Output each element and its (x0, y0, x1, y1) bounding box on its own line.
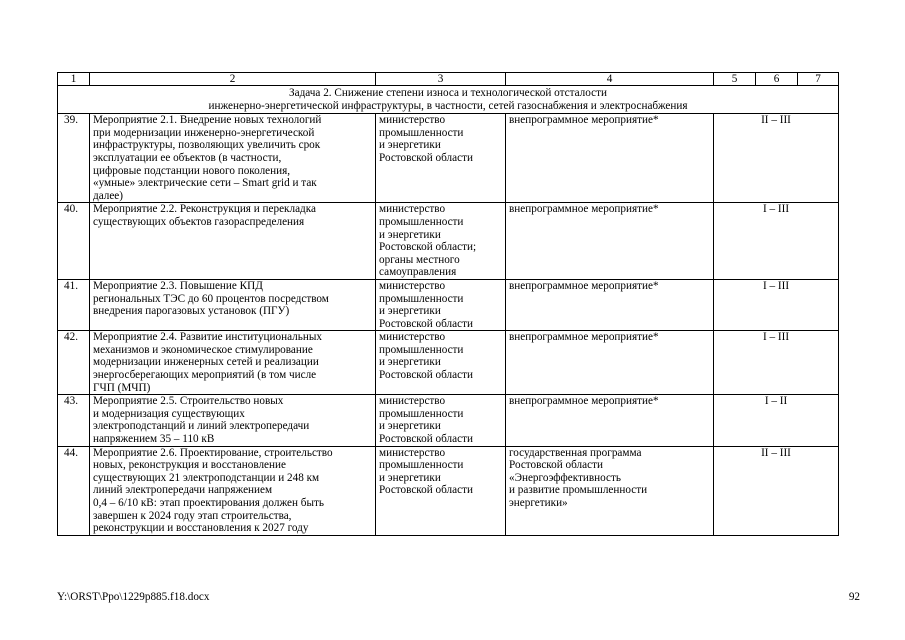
funding-source-line: государственная программа (509, 446, 642, 459)
executor (376, 395, 506, 446)
file-path: Y:\ORST\Ppo\1229p885.f18.docx (57, 591, 210, 603)
measure-name-line: и модернизация существующих (93, 407, 245, 420)
table-row (58, 279, 839, 330)
task-heading-line: Задача 2. Снижение степени износа и технологической отсталости (289, 87, 607, 99)
measure-name-line: модернизации инженерных сетей и реализации (93, 356, 319, 369)
executor-line: министерство (379, 331, 446, 344)
executor-line: промышленности (379, 292, 464, 305)
funding-source-line: энергетики» (509, 497, 568, 509)
executor-line: и энергетики (379, 305, 441, 318)
funding-source-line: «Энергоэффективность (509, 471, 621, 484)
table-row (58, 395, 839, 446)
funding-source (506, 114, 714, 203)
executor-line: Ростовской области (379, 484, 473, 497)
measure-name-line: реконструкции и восстановления к 2027 году (93, 522, 309, 535)
measure-name-line: механизмов и экономическое стимулирование (93, 343, 313, 356)
executor-line: самоуправления (379, 266, 457, 279)
task-row (58, 86, 839, 114)
measure-name-line: цифровые подстанции нового поколения, (93, 164, 291, 177)
executor-line: и энергетики (379, 139, 441, 152)
measure-name-line: внедрения парогазовых установок (ПГУ) (93, 305, 290, 318)
measure-name-line: существующих 21 электроподстанции и 248 км (93, 471, 320, 484)
measure-name (90, 446, 376, 535)
measure-name-line: существующих объектов газораспределения (93, 215, 305, 228)
measure-name-line: инфраструктуры, позволяющих увеличить срок (93, 139, 321, 152)
implementation-term: I – III (714, 279, 839, 330)
measure-name-line: региональных ТЭС до 60 процентов посредством (93, 292, 329, 305)
executor-line: промышленности (379, 126, 464, 139)
funding-source-line: внепрограммное мероприятие* (509, 114, 659, 127)
measure-name-line: Мероприятие 2.4. Развитие институциональных (93, 331, 322, 344)
executor (376, 331, 506, 395)
funding-source (506, 279, 714, 330)
funding-source-line: внепрограммное мероприятие* (509, 395, 659, 408)
measure-name-line: ГЧП (МЧП) (93, 381, 151, 394)
funding-source (506, 203, 714, 280)
measure-name (90, 279, 376, 330)
table-row (58, 331, 839, 395)
funding-source (506, 395, 714, 446)
executor-line: и энергетики (379, 420, 441, 433)
executor-line: министерство (379, 446, 446, 459)
executor-line: и энергетики (379, 356, 441, 369)
executor (376, 203, 506, 280)
column-number: 5 (714, 73, 756, 86)
row-number: 44. (58, 446, 90, 535)
executor-line: Ростовской области (379, 151, 473, 164)
executor (376, 279, 506, 330)
executor-line: и энергетики (379, 471, 441, 484)
executor-line: промышленности (379, 407, 464, 420)
executor-line: промышленности (379, 215, 464, 228)
column-number: 4 (506, 73, 714, 86)
executor-line: министерство (379, 279, 446, 292)
implementation-term: I – III (714, 331, 839, 395)
page-number: 92 (848, 591, 860, 603)
funding-source-line: внепрограммное мероприятие* (509, 203, 659, 216)
executor-line: Ростовской области (379, 317, 473, 330)
executor-line: министерство (379, 395, 446, 408)
measure-name (90, 331, 376, 395)
executor-line: Ростовской области; (379, 241, 477, 254)
table-row (58, 114, 839, 203)
row-number: 40. (58, 203, 90, 280)
measure-name-line: далее) (93, 189, 123, 202)
row-number: 41. (58, 279, 90, 330)
implementation-term: I – III (714, 203, 839, 280)
measure-name-line: Мероприятие 2.3. Повышение КПД (93, 279, 263, 292)
measure-name-line: 0,4 – 6/10 кВ: этап проектирования должен быть (93, 497, 324, 509)
row-number: 39. (58, 114, 90, 203)
table-row (58, 446, 839, 535)
row-number: 43. (58, 395, 90, 446)
executor-line: Ростовской области (379, 433, 473, 446)
executor-line: министерство (379, 203, 446, 216)
measure-name-line: напряжением 35 – 110 кВ (93, 433, 215, 446)
table-row (58, 203, 839, 280)
measure-name (90, 395, 376, 446)
executor (376, 446, 506, 535)
measure-name-line: новых, реконструкция и восстановление (93, 459, 286, 472)
funding-source (506, 331, 714, 395)
column-numbers-row (58, 73, 839, 86)
executor-line: органы местного (379, 253, 460, 266)
task-heading-line: инженерно-энергетической инфраструктуры, в частности, сетей газоснабжения и электроснабжения (208, 99, 688, 112)
column-number: 6 (756, 73, 798, 86)
measure-name-line: эксплуатации ее объектов (в частности, (93, 151, 282, 164)
column-number: 2 (90, 73, 376, 86)
funding-source-line: и развитие промышленности (509, 484, 648, 497)
executor-line: Ростовской области (379, 369, 473, 382)
executor-line: промышленности (379, 343, 464, 356)
executor-line: министерство (379, 114, 446, 127)
measure-name (90, 114, 376, 203)
executor-line: промышленности (379, 459, 464, 472)
measure-name-line: Мероприятие 2.2. Реконструкция и перекладка (93, 203, 316, 216)
measure-name-line: «умные» электрические сети – Smart grid и так (93, 177, 317, 190)
measures-table (57, 72, 839, 536)
funding-source (506, 446, 714, 535)
measure-name-line: энергосберегающих мероприятий (в том числе (93, 369, 317, 382)
column-number: 1 (58, 73, 90, 86)
measure-name-line: при модернизации инженерно-энергетической (93, 126, 315, 139)
measure-name-line: Мероприятие 2.1. Внедрение новых технологий (93, 114, 322, 127)
implementation-term: II – III (714, 114, 839, 203)
column-number: 7 (798, 73, 839, 86)
measure-name (90, 203, 376, 280)
measure-name-line: Мероприятие 2.6. Проектирование, строительство (93, 446, 333, 459)
measure-name-line: Мероприятие 2.5. Строительство новых (93, 395, 284, 408)
executor (376, 114, 506, 203)
measure-name-line: завершен к 2024 году этап строительства, (93, 509, 292, 522)
funding-source-line: внепрограммное мероприятие* (509, 279, 659, 292)
measure-name-line: электроподстанций и линий электропередачи (93, 420, 310, 433)
implementation-term: II – III (714, 446, 839, 535)
column-number: 3 (376, 73, 506, 86)
funding-source-line: Ростовской области (509, 459, 603, 472)
row-number: 42. (58, 331, 90, 395)
funding-source-line: внепрограммное мероприятие* (509, 331, 659, 344)
measure-name-line: линий электропередачи напряжением (93, 484, 273, 497)
implementation-term: I – II (714, 395, 839, 446)
executor-line: и энергетики (379, 228, 441, 241)
task-heading (58, 86, 839, 114)
